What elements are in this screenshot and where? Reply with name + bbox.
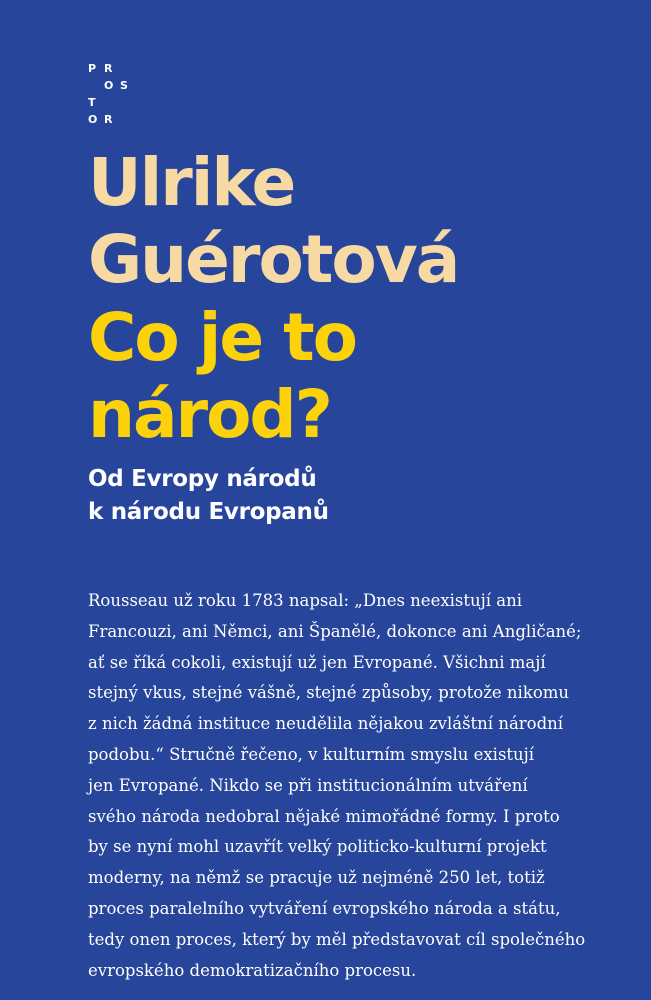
subtitle-line: k národu Evropanů xyxy=(88,499,329,525)
logo-letter: R xyxy=(104,62,113,75)
logo-letter: P xyxy=(88,62,97,75)
blurb-line: z nich žádná instituce neudělila nějakou zvláštní národní xyxy=(88,714,564,734)
blurb-line: jen Evropané. Nikdo se při institucionálním utváření xyxy=(88,775,528,795)
logo-letter: R xyxy=(104,113,113,126)
logo-letter xyxy=(120,94,136,111)
author-line: Ulrike xyxy=(88,144,295,221)
logo-letter: S xyxy=(120,79,128,92)
blurb-line: stejný vkus, stejné vášně, stejné způsoby, protože nikomu xyxy=(88,683,570,703)
blurb-line: Rousseau už roku 1783 napsal: „Dnes neexistují ani xyxy=(88,591,523,610)
blurb-line: proces paralelního vytváření evropského národa a státu, xyxy=(88,898,561,918)
blurb-line: by se nyní mohl uzavřít velký politicko-kulturní projekt xyxy=(88,837,547,857)
book-subtitle xyxy=(88,463,329,529)
blurb-line: podobu.“ Stručně řečeno, v kulturním smyslu existují xyxy=(88,744,535,764)
book-title xyxy=(88,299,356,453)
logo-letter xyxy=(104,94,120,111)
blurb-line: evropského demokratizačního procesu. xyxy=(88,960,417,980)
title-line: Co je to xyxy=(88,299,357,376)
blurb-line: ať se říká cokoli, existují už jen Evropané. Všichni mají xyxy=(88,652,546,672)
author-name xyxy=(88,144,458,298)
blurb-text xyxy=(88,586,585,986)
author-line: Guérotová xyxy=(88,221,459,298)
blurb-line: svého národa nedobral nějaké mimořádné formy. I proto xyxy=(88,806,560,826)
logo-letter xyxy=(120,111,136,128)
title-line: národ? xyxy=(88,376,331,453)
blurb-line: Francouzi, ani Němci, ani Španělé, dokonce ani Angličané; xyxy=(88,621,582,641)
logo-letter xyxy=(120,60,136,77)
logo-letter xyxy=(88,77,104,94)
logo-letter: O xyxy=(104,79,114,92)
blurb-line: moderny, na němž se pracuje už nejméně 250 let, totiž xyxy=(88,868,545,888)
publisher-logo xyxy=(88,60,136,128)
logo-letter: T xyxy=(88,96,96,109)
logo-letter: O xyxy=(88,113,98,126)
blurb-line: tedy onen proces, který by měl představovat cíl společného xyxy=(88,929,586,949)
subtitle-line: Od Evropy národů xyxy=(88,466,317,492)
